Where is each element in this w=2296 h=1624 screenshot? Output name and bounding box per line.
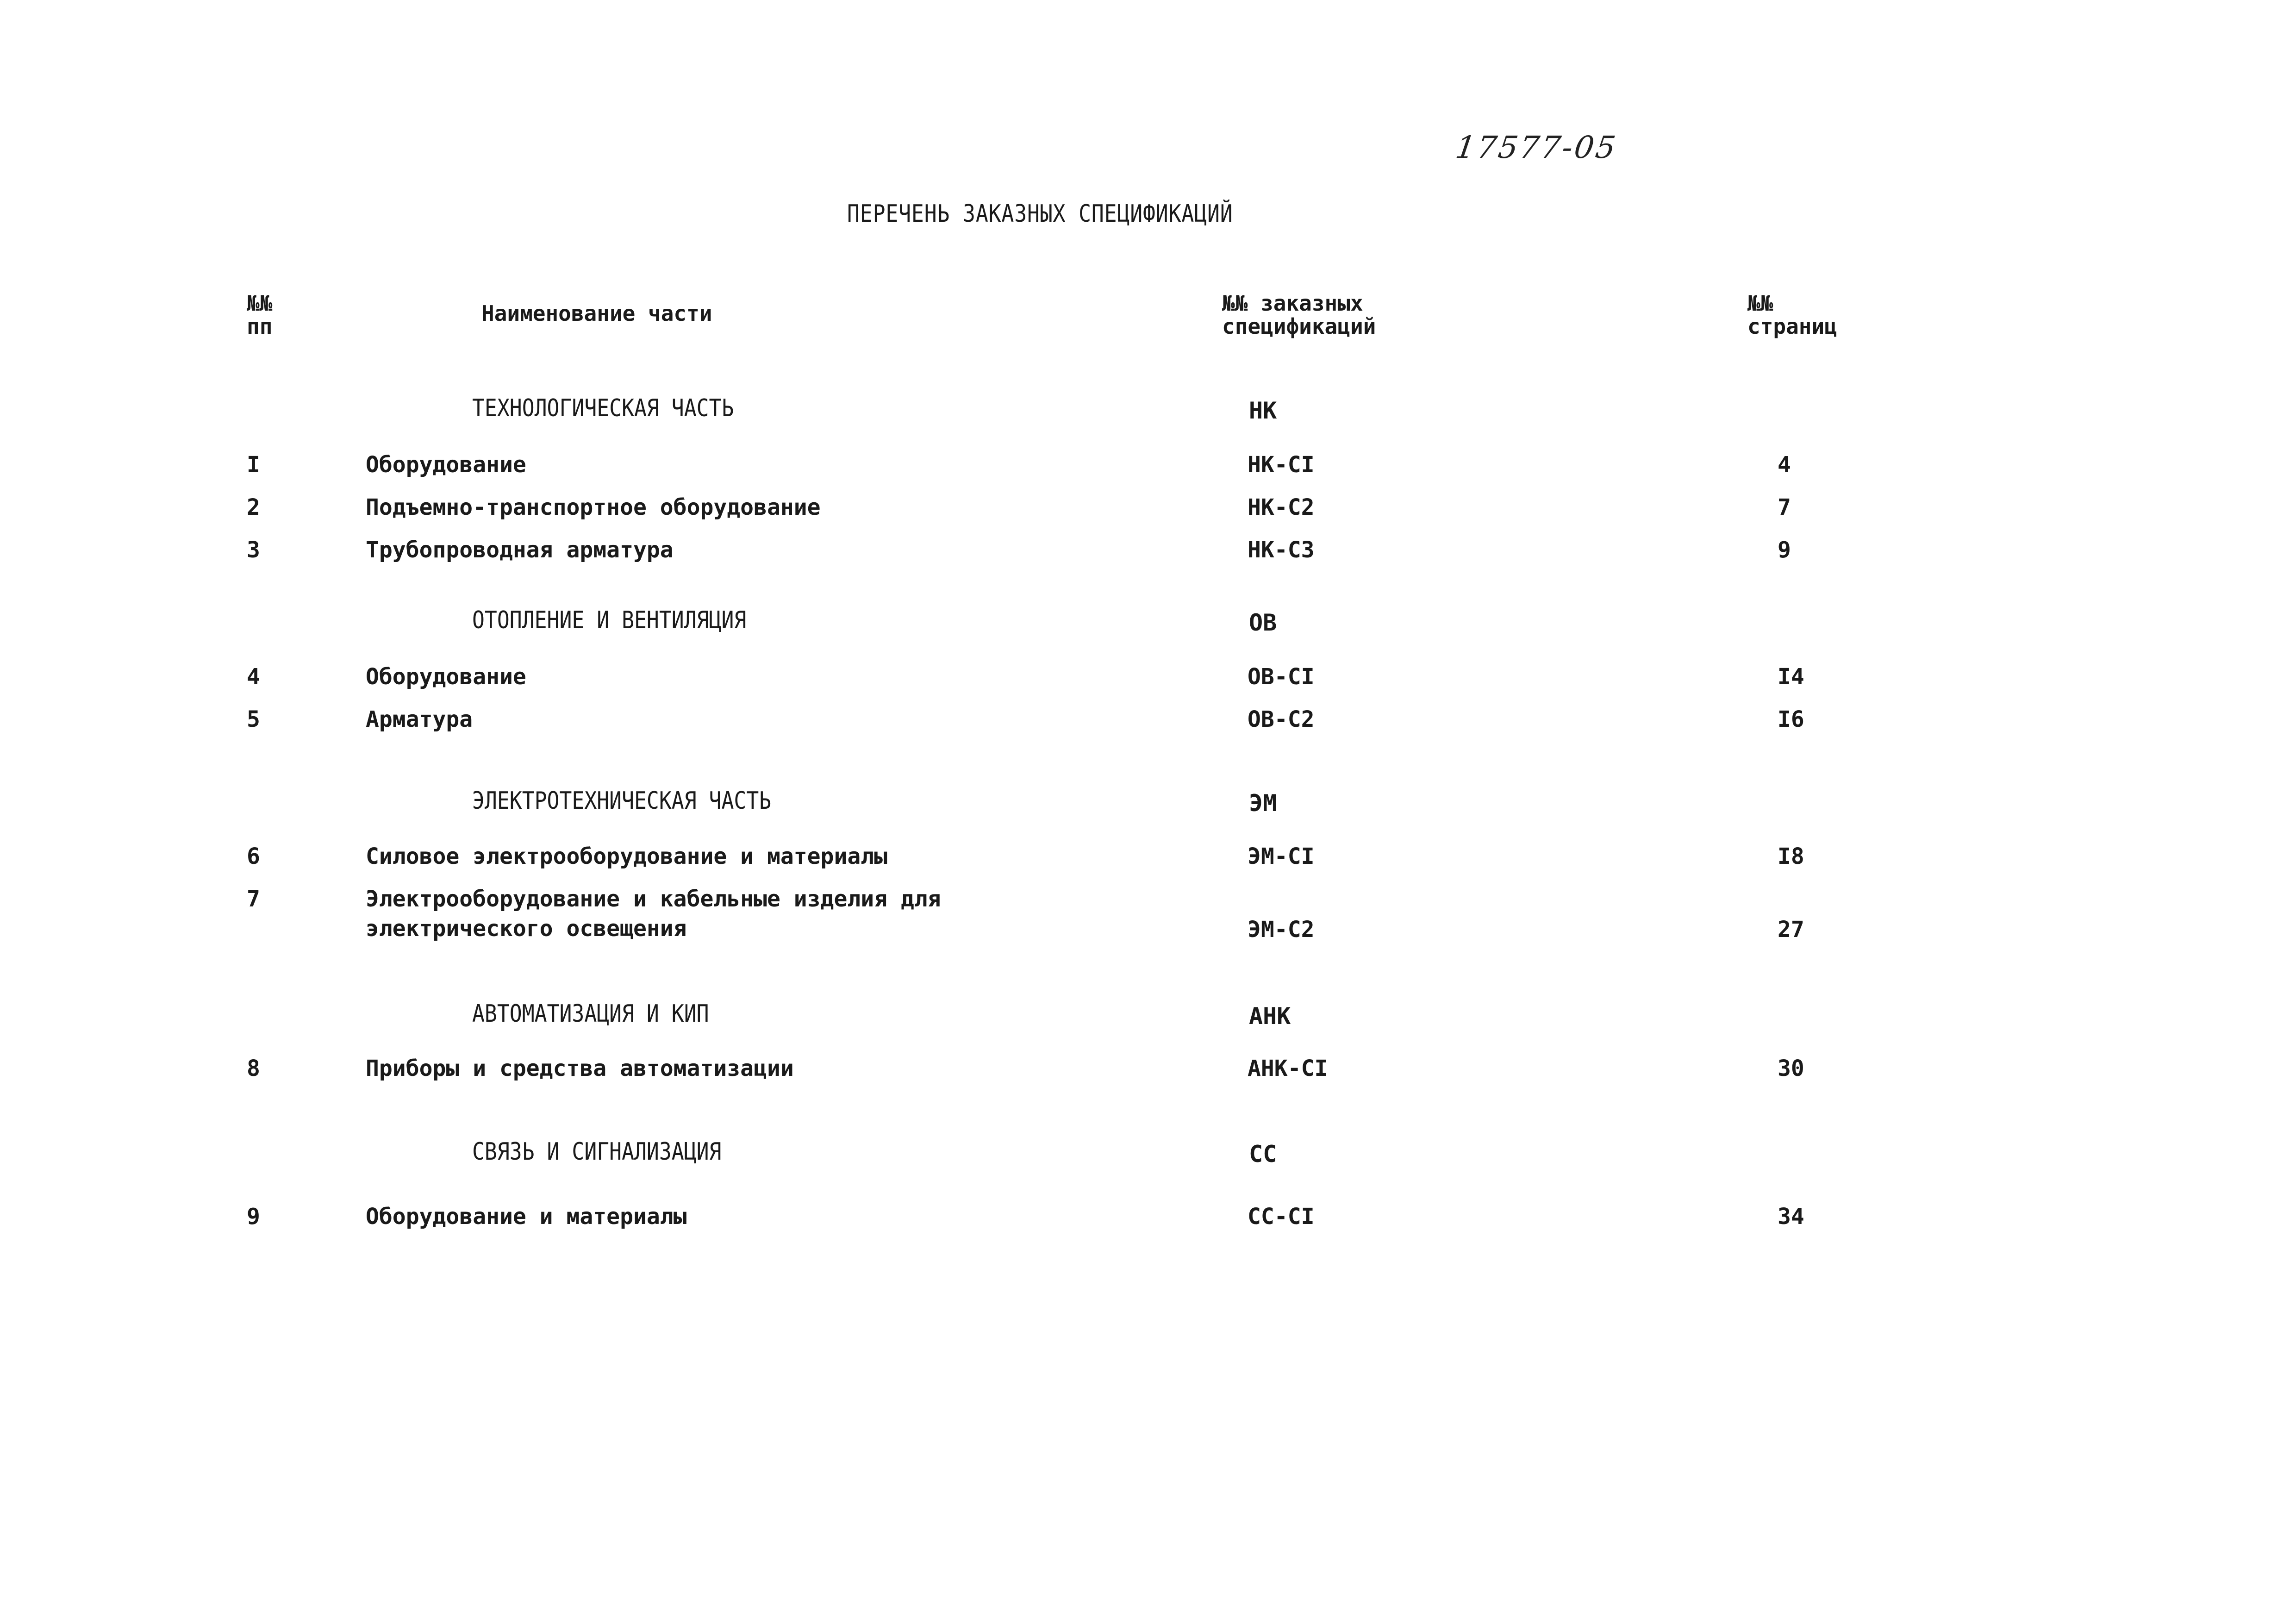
row-number: 8 [247,1056,260,1081]
section-title: ЭЛЕКТРОТЕХНИЧЕСКАЯ ЧАСТЬ [472,787,772,815]
row-part-name: Приборы и средства автоматизации [366,1056,794,1081]
row-spec-number: ОВ-С2 [1248,706,1315,732]
section-title: АВТОМАТИЗАЦИЯ И КИП [472,1000,709,1028]
row-page-number: 7 [1778,494,1791,520]
row-number: I [247,452,260,478]
row-part-name: Подъемно-транспортное оборудование [366,494,821,520]
row-spec-number: НК-СI [1248,452,1315,478]
row-spec-number: СС-СI [1248,1204,1315,1230]
header-spec-line2: спецификаций [1222,314,1376,339]
section-title: ОТОПЛЕНИЕ И ВЕНТИЛЯЦИЯ [472,606,747,634]
header-spec-number [1222,292,1376,338]
row-part-name: Оборудование [366,664,526,690]
document-code: 17577-05 [1453,130,1620,165]
row-number: 2 [247,494,260,520]
row-part-name-line1: Электрооборудование и кабельные изделия для [366,886,941,912]
header-pages-line2: страниц [1747,314,1837,339]
row-number: 3 [247,537,260,563]
header-number [247,292,272,338]
row-number: 9 [247,1204,260,1230]
section-title: ТЕХНОЛОГИЧЕСКАЯ ЧАСТЬ [472,394,734,422]
header-number-line2: пп [247,314,273,339]
section-code: НК [1249,397,1277,424]
section-title: СВЯЗЬ И СИГНАЛИЗАЦИЯ [472,1138,722,1166]
header-spec-line1: №№ заказных [1222,291,1363,316]
header-pages [1747,292,1837,338]
page-title: ПЕРЕЧЕНЬ ЗАКАЗНЫХ СПЕЦИФИКАЦИЙ [847,200,1233,228]
row-number: 7 [247,886,260,912]
row-part-name: Оборудование [366,452,526,478]
row-spec-number: ЭМ-С2 [1248,917,1315,943]
row-part-name: Арматура [366,706,473,732]
row-page-number: I4 [1778,664,1804,690]
row-page-number: I8 [1778,843,1804,869]
header-part-name: Наименование части [481,301,712,326]
row-part-name: Оборудование и материалы [366,1204,687,1230]
header-pages-line1: №№ [1747,291,1773,316]
section-code: АНК [1249,1003,1291,1030]
row-page-number: 30 [1778,1056,1804,1081]
row-spec-number: АНК-СI [1248,1056,1328,1081]
row-part-name-line2: электрического освещения [366,916,687,942]
row-page-number: 34 [1778,1204,1804,1230]
row-part-name: Трубопроводная арматура [366,537,674,563]
row-spec-number: ЭМ-СI [1248,843,1315,869]
row-spec-number: НК-С2 [1248,494,1315,520]
row-page-number: 27 [1778,917,1804,943]
row-part-name [366,884,941,943]
row-spec-number: НК-С3 [1248,537,1315,563]
row-number: 5 [247,706,260,732]
row-page-number: 9 [1778,537,1791,563]
section-code: СС [1249,1141,1277,1168]
row-spec-number: ОВ-СI [1248,664,1315,690]
row-page-number: I6 [1778,706,1804,732]
header-number-line1: №№ [247,291,273,316]
row-number: 6 [247,843,260,869]
row-part-name: Силовое электрооборудование и материалы [366,843,888,869]
row-number: 4 [247,664,260,690]
section-code: ОВ [1249,609,1277,636]
row-page-number: 4 [1778,452,1791,478]
section-code: ЭМ [1249,790,1277,817]
